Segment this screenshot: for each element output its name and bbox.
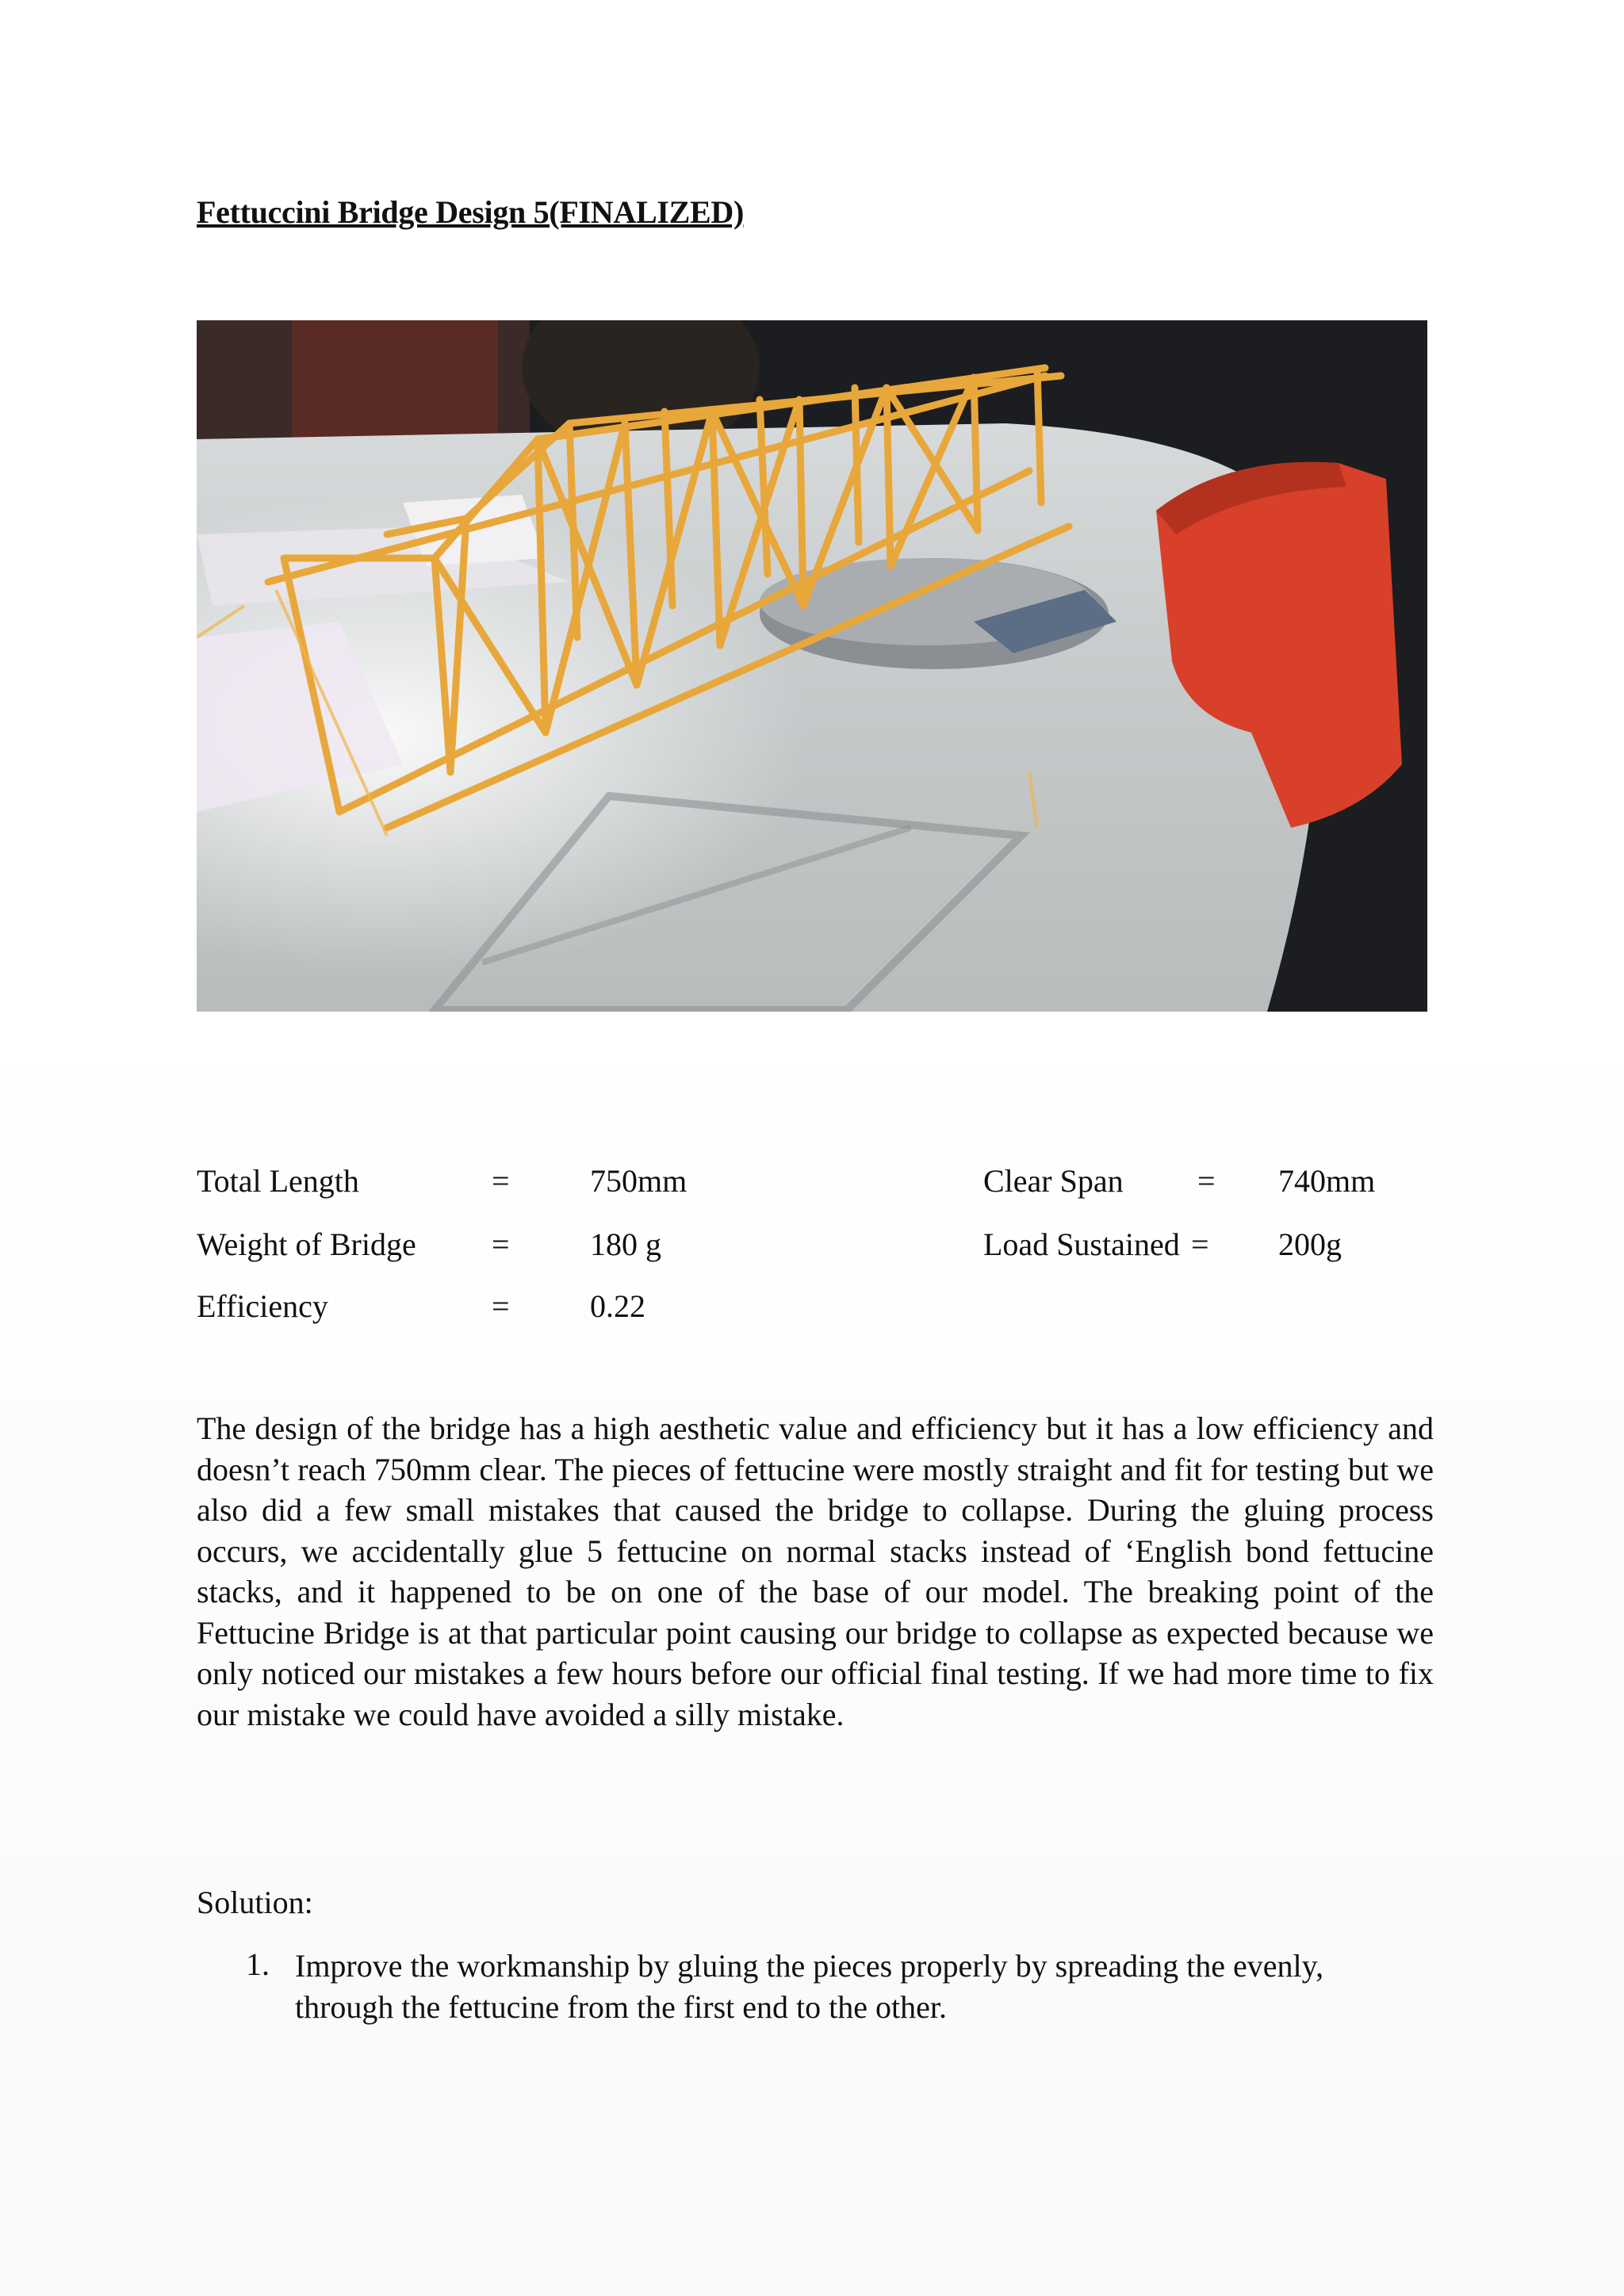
spec-value: 200g <box>1278 1226 1342 1262</box>
solution-heading: Solution: <box>197 1885 313 1920</box>
spec-value: 180 g <box>590 1226 661 1262</box>
spec-value: 750mm <box>590 1163 688 1199</box>
spec-value: 740mm <box>1278 1163 1376 1199</box>
spec-label: Weight of Bridge <box>197 1226 416 1262</box>
document-title: Fettuccini Bridge Design 5(FINALIZED) <box>197 194 744 230</box>
bridge-photo <box>197 320 1427 1012</box>
spec-equals: = <box>492 1163 510 1199</box>
spec-label: Total Length <box>197 1163 359 1199</box>
spec-label: Clear Span <box>983 1163 1124 1199</box>
description-paragraph: The design of the bridge has a high aesthetic value and efficiency but it has a low efficiency and doesn’t reach 750mm clear. The pieces of fettucine were mostly straight and fit for testing but we also did a few small mistakes that caused the bridge to collapse. During the gluing process occurs, we accidentally glue 5 fettucine on normal stacks instead of ‘English bond fettucine stacks, and it happened to be on one of the base of our model. The breaking point of the Fettucine Bridge is at that particular point causing our bridge to collapse as expected because we only noticed our mistakes a few hours before our official final testing. If we had more time to fix our mistake we could have avoided a silly mistake. <box>197 1410 1434 1732</box>
spec-value: 0.22 <box>590 1288 645 1324</box>
spec-equals: = <box>492 1226 510 1262</box>
list-item-text: Improve the workmanship by gluing the pieces properly by spreading the evenly, through the fettucine from the first end to the other. <box>295 1948 1324 2025</box>
spec-label: Load Sustained <box>983 1226 1180 1262</box>
spec-equals: = <box>1197 1163 1216 1199</box>
list-item-number: 1. <box>246 1946 270 1982</box>
spec-label: Efficiency <box>197 1288 328 1324</box>
spec-equals: = <box>492 1288 510 1324</box>
spec-equals: = <box>1191 1226 1209 1262</box>
